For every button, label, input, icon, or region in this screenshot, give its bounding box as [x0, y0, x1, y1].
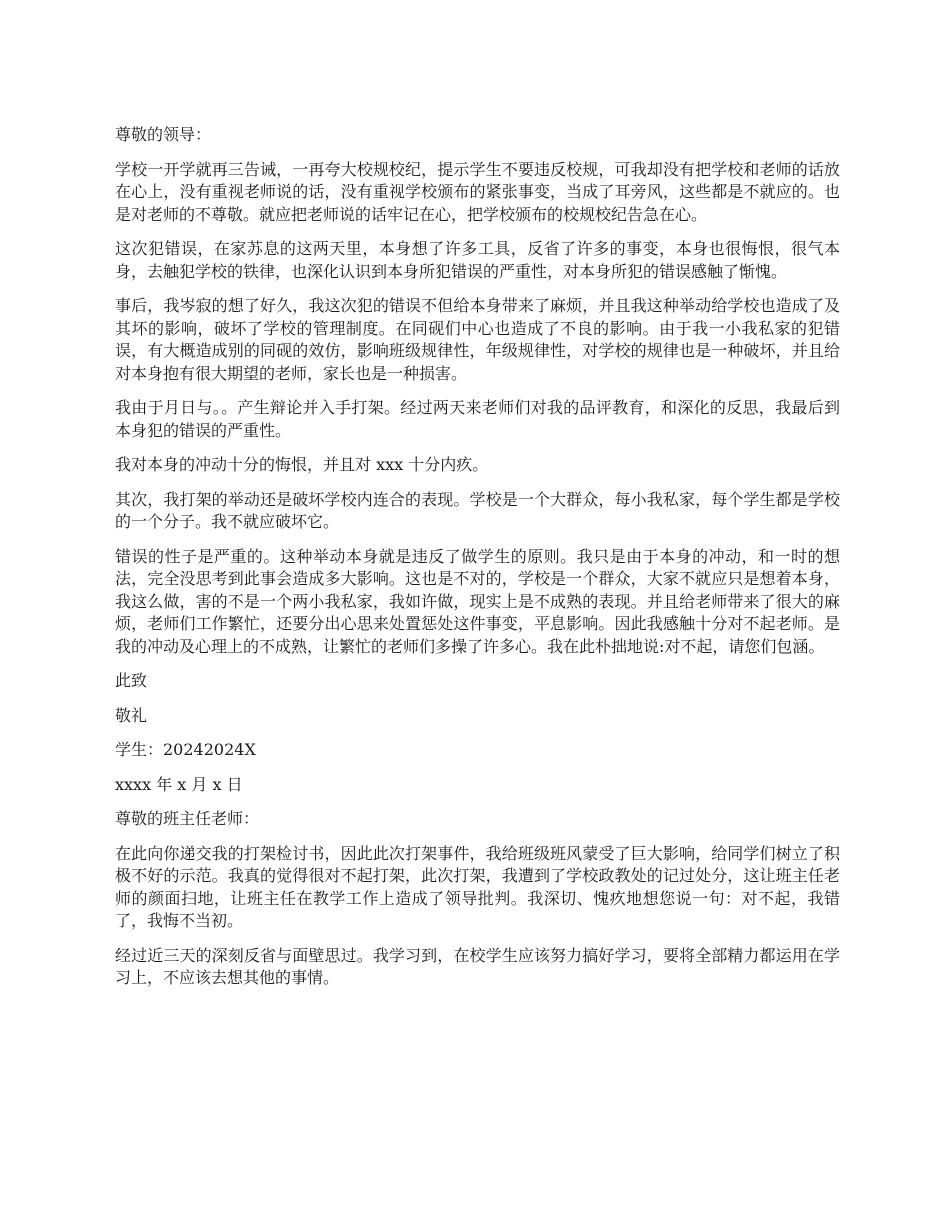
- paragraph-school-rules: 学校一开学就再三告诫，一再夸大校规校纪，提示学生不要违反校规，可我却没有把学校和老师的话放在心上，没有重视老师说的话，没有重视学校颁布的紧张事变，当成了耳旁风，这些都是不就应的。也是对老师的不尊敬。就应把老师说的话牢记在心，把学校颁布的校规校纪告急在心。: [115, 159, 840, 224]
- paragraph-seriousness: 错误的性子是严重的。这种举动本身就是违反了做学生的原则。我只是由于本身的冲动，和一时的想法，完全没思考到此事会造成多大影响。这也是不对的，学校是一个群众，大家不就应只是想着本身，我这么做，害的不是一个两小我私家，我如许做，现实上是不成熟的表现。并且给老师带来了很大的麻烦，老师们工作繁忙，还要分出心思来处置惩处这件事变，平息影响。因此我感触十分对不起老师。是我的冲动及心理上的不成熟，让繁忙的老师们多操了许多心。我在此朴拙地说:对不起，请您们包涵。: [115, 546, 840, 656]
- signature-date: xxxx 年 x 月 x 日: [115, 774, 243, 794]
- closing-jingli: 敬礼: [115, 705, 148, 725]
- closing-cizhi: 此致: [115, 671, 148, 690]
- document-body: [115, 124, 840, 1002]
- paragraph-reflection: 这次犯错误，在家苏息的这两天里，本身想了许多工具，反省了许多的事变，本身也很悔恨，很气本身，去触犯学校的铁律，也深化认识到本身所犯错误的严重性，对本身所犯的错误感触了惭愧。: [115, 239, 840, 281]
- paragraph-fight: 我由于月日与。。产生辩论并入手打架。经过两天来老师们对我的品评教育，和深化的反思，我最后到本身犯的错误的严重性。: [115, 398, 840, 440]
- paragraph-regret: 我对本身的冲动十分的悔恨，并且对 xxx 十分内疚。: [115, 455, 489, 474]
- paragraph-consequences: 事后，我岑寂的想了好久，我这次犯的错误不但给本身带来了麻烦，并且我这种举动给学校也造成了及其坏的影响，破坏了学校的管理制度。在同砚们中心也造成了不良的影响。由于我一小我私家的犯错误，有大概造成别的同砚的效仿，影响班级规律性，年级规律性，对学校的规律也是一种破坏，并且给对本身抱有很大期望的老师，家长也是一种损害。: [115, 296, 840, 383]
- salutation-teacher: 尊敬的班主任老师：: [115, 809, 260, 828]
- signature-student: 学生：20242024X: [115, 740, 256, 759]
- paragraph-lesson: 经过近三天的深刻反省与面壁思过。我学习到，在校学生应该努力搞好学习，要将全部精力都运用在学习上，不应该去想其他的事情。: [115, 945, 840, 987]
- paragraph-unity: 其次，我打架的举动还是破坏学校内连合的表现。学校是一个大群众，每小我私家，每个学生都是学校的一个分子。我不就应破坏它。: [115, 489, 840, 531]
- salutation-leader: 尊敬的领导：: [115, 125, 212, 144]
- paragraph-apology: 在此向你递交我的打架检讨书，因此此次打架事件，我给班级班风蒙受了巨大影响，给同学们树立了积极不好的示范。我真的觉得很对不起打架，此次打架，我遭到了学校政教处的记过处分，这让班主任老师的颜面扫地，让班主任在教学工作上造成了领导批判。我深切、愧疚地想您说一句：对不起，我错了，我悔不当初。: [115, 843, 840, 930]
